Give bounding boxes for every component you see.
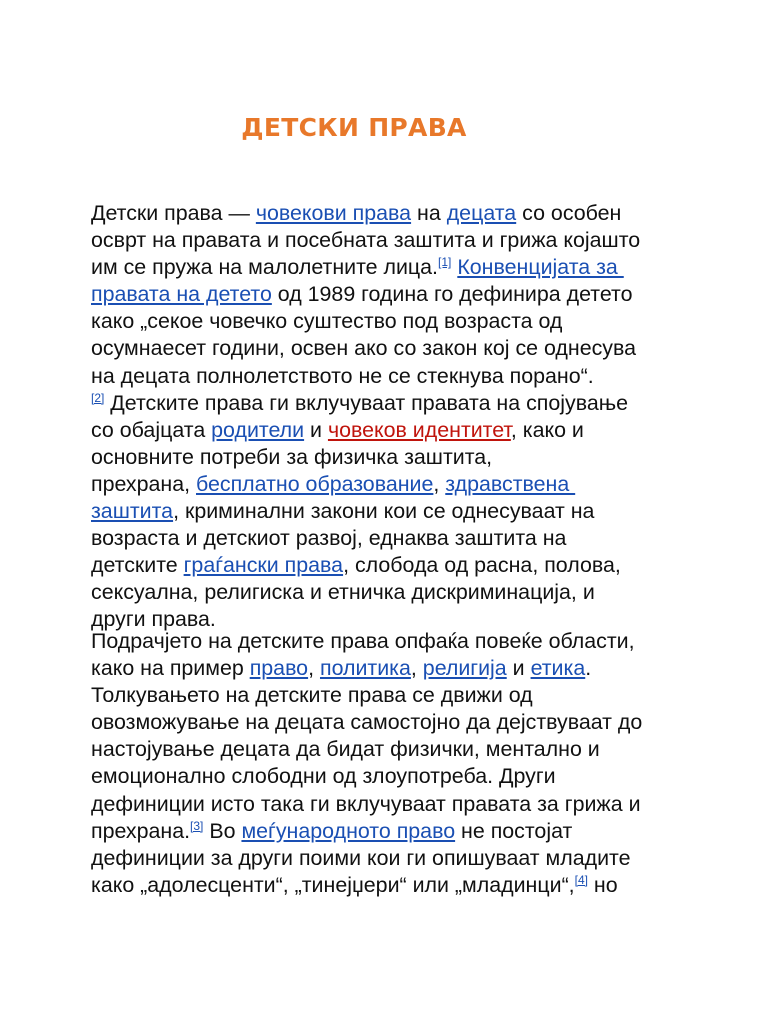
link-international-law[interactable]: меѓународното право [241,818,456,843]
text: не постојат [455,818,573,843]
text: дефиниции исто така ги вклучуваат правата за грижа и [91,791,641,816]
link-ethics[interactable]: етика [530,656,586,681]
text: Толкувањето на детските права се движи од [91,683,533,708]
text: и [506,656,531,681]
text-line [91,709,642,736]
text-line [91,552,640,579]
text: како на пример [91,656,250,681]
footnote-ref-2 [91,391,104,405]
text: Детските права ги вклучуваат правата на спојување [104,390,629,415]
text-line [91,417,640,444]
link-health-protection[interactable]: здравствена [445,471,576,496]
link-human-rights[interactable]: човекови права [255,201,412,225]
text: од 1989 година го дефинира детето [271,282,633,307]
text: , криминални закони кои се однесуваат на [173,499,595,524]
text: , [308,656,320,681]
footnote-ref-1 [438,255,451,269]
link-convention-rights-of-child[interactable]: Конвенцијата за [457,255,624,280]
text: , слобода од расна, полова, [343,553,621,578]
footnote-link-3[interactable]: [3] [190,818,204,833]
text-line [91,471,640,498]
text: основните потреби за физичка заштита, [91,444,493,469]
text: со особен [516,201,622,225]
page-title: ДЕТСКИ ПРАВА [241,112,467,142]
text: овозможување на децата самостојно да дејствуваат до [91,710,643,735]
text: сексуална, религиска и етничка дискриминација, и [91,580,595,605]
link-civil-rights[interactable]: граѓански права [183,553,344,578]
text-line [91,682,642,709]
text: , [410,656,423,681]
text: емоционално слободни од злоупотреба. Други [91,764,556,789]
link-health-protection-cont[interactable]: заштита [91,499,174,524]
text: осврт на правата и посебната заштита и грижа којашто [91,228,641,253]
link-children[interactable]: децата [446,201,517,225]
link-convention-rights-of-child-cont[interactable]: правата на детето [91,282,272,307]
text-line [91,736,642,763]
text: како „адолесценти“, „тинејџери“ или „младинци“, [91,872,575,897]
link-parents[interactable]: родители [211,417,305,442]
text-line [91,818,642,845]
footnote-link-1[interactable]: [1] [438,255,452,270]
text: но [587,872,618,897]
text-line [91,281,640,308]
link-human-identity[interactable]: човеков идентитет [327,417,511,442]
footnote-ref-3 [190,819,203,833]
text-line [91,308,640,335]
paragraph-2 [91,628,642,899]
text-line [91,200,640,227]
text: со обајцата [91,417,212,442]
text-line [91,579,640,606]
text-line [91,872,642,899]
text: на [411,201,447,225]
text: Детски права — [91,201,256,225]
text-line [91,227,640,254]
text: , како и [510,417,584,442]
text-line [91,763,642,790]
text-line [91,791,642,818]
link-free-education[interactable]: бесплатно образование [196,471,434,496]
text-line [91,498,640,525]
text-line [91,254,640,281]
link-politics[interactable]: политика [319,656,411,681]
link-religion[interactable]: религија [422,656,507,681]
text-line [91,845,642,872]
footnote-ref-4 [575,873,588,887]
text: други права. [91,607,216,632]
text-line [91,628,642,655]
footnote-link-2[interactable]: [2] [91,390,105,405]
text: на децата полнолетството не се стекнува порано“. [91,363,594,388]
text: дефиниции за други поими кои ги опишуваат младите [91,845,631,870]
text: настојување децата да бидат физички, ментално и [91,737,600,762]
text: . [585,656,592,681]
text: Подрачјето на детските права опфаќа повеќе области, [91,629,635,653]
text: возраста и детскиот развој, еднаква заштита на [91,526,567,551]
text: и [304,417,328,442]
text-line [91,444,640,471]
text-line [91,335,640,362]
text-line [91,390,640,417]
text: Во [203,818,242,843]
text: прехрана. [91,818,191,843]
text: им се пружа на малолетните лица. [91,255,439,280]
text: прехрана, [91,471,196,496]
text: осумнаесет години, освен ако со закон кој се однесува [91,336,637,361]
text-line [91,525,640,552]
footnote-link-4[interactable]: [4] [574,872,588,887]
text: како „секое човечко суштество под возраста од [91,309,563,334]
text-line [91,363,640,390]
paragraph-1 [91,200,640,634]
text: детските [91,553,184,578]
text-line [91,655,642,682]
text: , [433,471,446,496]
link-law[interactable]: право [249,656,309,681]
